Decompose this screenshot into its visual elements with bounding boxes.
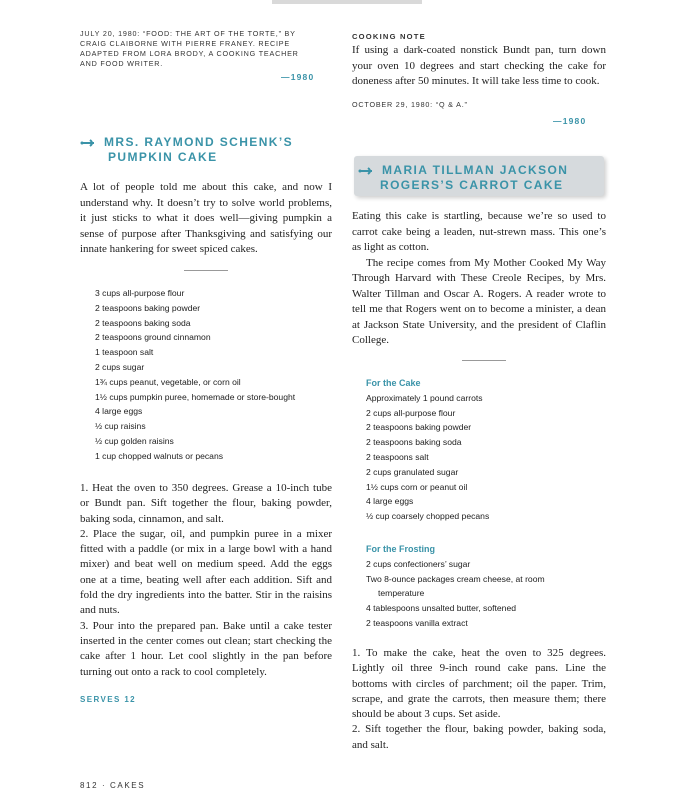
- cooking-note-text: If using a dark-coated nonstick Bundt pan, turn down your oven 10 degrees and start checking the cake for doneness after 50 minutes. It will take less time to cook.: [352, 44, 606, 87]
- step-2: 2. Place the sugar, oil, and pumpkin puree in a mixer fitted with a paddle (or mix in a large bowl with a hand mixer) and beat well on medium speed. Add the eggs one at a time, beating well after each addition. Sift and fold the dry ingredients into the batter. Stir in the raisins and nuts.: [80, 527, 332, 617]
- ingredient: Approximately 1 pound carrots: [366, 392, 483, 403]
- method: [352, 646, 606, 753]
- ingredient: 4 large eggs: [95, 406, 143, 417]
- ingredient: ½ cup raisins: [95, 421, 146, 432]
- source-year: —1980: [553, 116, 587, 126]
- title-line2: PUMPKIN CAKE: [108, 150, 218, 164]
- step-3: 3. Pour into the prepared pan. Bake until a cake tester inserted in the center comes out clean; start checking the cake after 1 hour. Let cool slightly in the pan before turning out onto a rack to cool completely.: [80, 619, 332, 678]
- ingredient: 1 teaspoon salt: [95, 347, 154, 358]
- ingredient: 2 teaspoons vanilla extract: [366, 617, 468, 628]
- ingredient-list: [95, 286, 295, 464]
- title-line: [80, 135, 332, 150]
- ingredient-continuation: temperature: [378, 588, 425, 599]
- ingredient: 2 cups all-purpose flour: [366, 407, 456, 418]
- title-line1: MRS. RAYMOND SCHENK’S: [104, 135, 293, 149]
- ingredient: 2 cups sugar: [95, 361, 145, 372]
- cooking-note-heading: COOKING NOTE: [352, 32, 426, 41]
- ingredient: 2 cups confectioners’ sugar: [366, 558, 471, 569]
- ingredient: 3 cups all-purpose flour: [95, 288, 185, 298]
- ingredient: 2 teaspoons baking soda: [95, 317, 191, 328]
- ingredient: 2 teaspoons baking soda: [366, 437, 462, 448]
- divider: [462, 360, 506, 361]
- method: [80, 481, 332, 680]
- page-footer: 812 · CAKES: [80, 781, 146, 790]
- frosting-subheading: For the Frosting: [366, 544, 435, 554]
- ingredient: 1¾ cups peanut, vegetable, or corn oil: [95, 376, 241, 387]
- step-1: 1. To make the cake, heat the oven to 325 degrees. Lightly oil three 9-inch round cake pans. Line the bottoms with circles of parchment; oil the paper. Trim, scrape, and grate the carrots, then measure them; there should be about 3 cups. Set aside.: [352, 647, 606, 721]
- serves-label: SERVES 12: [80, 695, 137, 704]
- ingredient: Two 8-ounce packages cream cheese, at room: [366, 573, 545, 584]
- ingredient: 2 teaspoons salt: [366, 451, 429, 462]
- ingredient: 2 cups granulated sugar: [366, 466, 459, 477]
- ingredient: 2 teaspoons baking powder: [95, 302, 201, 313]
- step-2: 2. Sift together the flour, baking powder, baking soda, and salt.: [352, 723, 606, 751]
- cake-ingredient-list: [366, 376, 489, 524]
- title-line1: MARIA TILLMAN JACKSON: [382, 163, 569, 177]
- frosting-ingredient-list: [366, 542, 545, 631]
- ingredient: 2 teaspoons baking powder: [366, 422, 472, 433]
- arrow-icon: [358, 167, 378, 175]
- source-citation: JULY 20, 1980: “FOOD: THE ART OF THE TORTE,” BY CRAIG CLAIBORNE WITH PIERRE FRANEY. RECIPE ADAPTED FROM LORA BRODY, A COOKING TEACHER AND FOOD WRITER.: [80, 29, 299, 68]
- recipe-title: [358, 163, 602, 193]
- ingredient: 1 cup chopped walnuts or pecans: [95, 450, 224, 461]
- ingredient: 2 teaspoons ground cinnamon: [95, 332, 211, 343]
- recipe-title: [80, 135, 332, 165]
- ingredient: 1½ cups pumpkin puree, homemade or store-bought: [95, 391, 296, 402]
- arrow-icon: [80, 139, 100, 147]
- cake-subheading: For the Cake: [366, 378, 421, 388]
- intro-paragraph-1: Eating this cake is startling, because we’re so used to carrot cake being a leaden, nut-strewn mass. This one’s as light as cotton.: [352, 210, 606, 253]
- source-citation: OCTOBER 29, 1980: “Q & A.”: [352, 100, 468, 109]
- ingredient: ½ cup coarsely chopped pecans: [366, 511, 490, 522]
- ingredient: 4 large eggs: [366, 496, 414, 507]
- divider: [184, 270, 228, 271]
- intro-paragraph-2: The recipe comes from My Mother Cooked My Way Through Harvard with These Creole Recipes, by Mrs. Walter Tillman and Oscar A. Rogers. A reader wrote to tell me that Rogers went on to become a minister, a dean at Jackson State University, and the president of Claflin College.: [352, 256, 606, 346]
- ingredient: 1½ cups corn or peanut oil: [366, 481, 468, 492]
- source-year: —1980: [281, 72, 315, 82]
- ingredient: 4 tablespoons unsalted butter, softened: [366, 603, 517, 614]
- ingredient: ½ cup golden raisins: [95, 435, 174, 446]
- title-line: [358, 163, 602, 178]
- intro-text: [352, 209, 606, 349]
- step-1: 1. Heat the oven to 350 degrees. Grease a 10-inch tube or Bundt pan. Sift together the flour, baking powder, baking soda, cinnamon, and salt.: [80, 482, 332, 525]
- intro-paragraph: A lot of people told me about this cake, and now I understand why. It doesn’t try to solve world problems, it just sticks to what it does well—giving pumpkin a sense of purpose after Thanksgiving and satisfying our innate hankering for sweet spiced cakes.: [80, 181, 332, 255]
- title-line2: ROGERS’S CARROT CAKE: [380, 178, 564, 192]
- top-edge-bar: [272, 0, 422, 4]
